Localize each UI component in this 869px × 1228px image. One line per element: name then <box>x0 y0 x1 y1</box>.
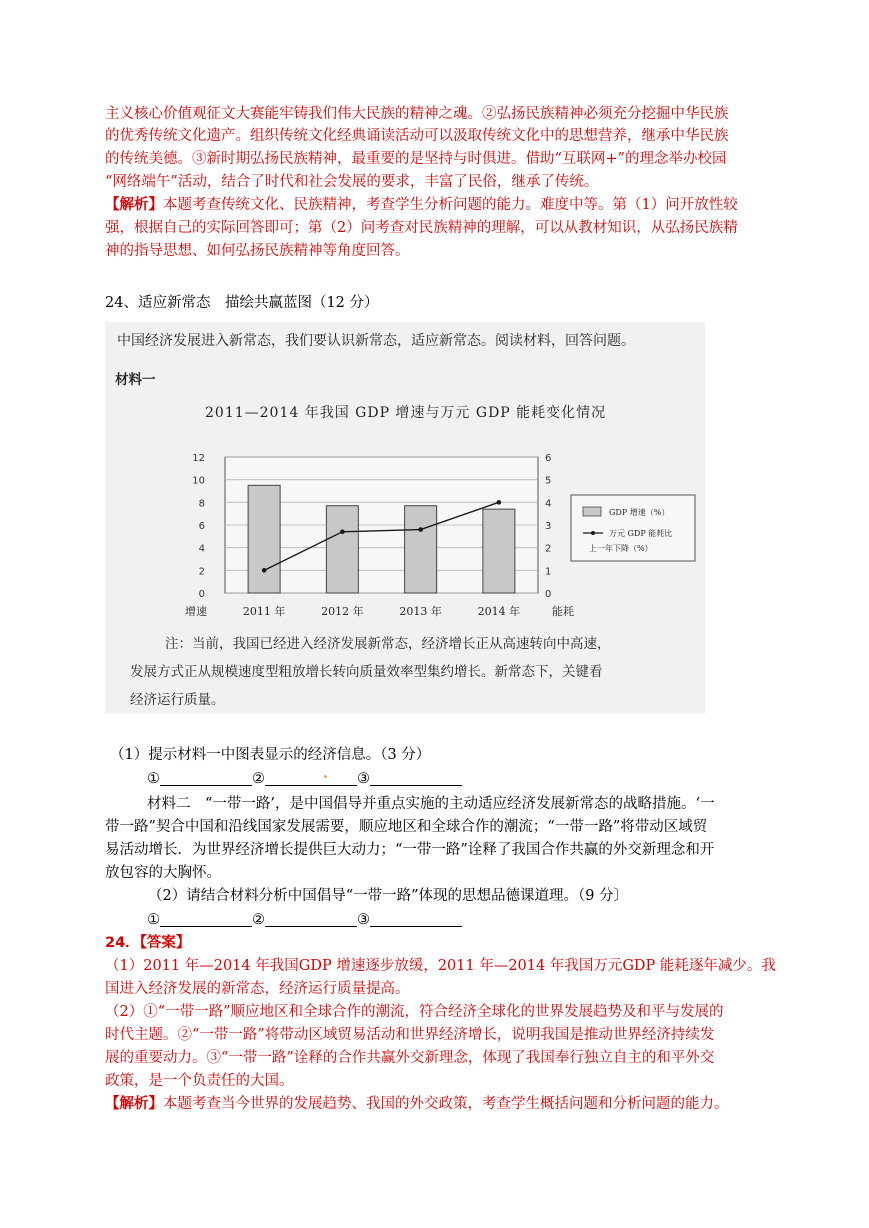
blank-marker: ① <box>147 912 160 928</box>
blank-marker: ③ <box>357 771 370 787</box>
figure-note-line: 发展方式正从规模速度型粗放增长转向质量效率型集约增长。新常态下，关键看 <box>130 664 603 680</box>
figure-note-line: 注：当前，我国已经进入经济发展新常态，经济增长正从高速转向中高速， <box>165 636 611 652</box>
line-point <box>262 568 267 573</box>
category-label: 2013 年 <box>399 605 442 618</box>
material2-line: 易活动增长．为世界经济增长提供巨大动力；“一带一路”诠释了我国合作共赢的外交新理念和开 <box>105 842 715 858</box>
blank-marker: ② <box>252 771 265 787</box>
answer-blank[interactable] <box>265 765 357 786</box>
material2-line: 带一路”契合中国和沿线国家发展需要，顺应地区和全球合作的潮流；“一带一路”将带动区域贸 <box>105 819 708 835</box>
question-heading: 24、适应新常态 描绘共赢蓝图（12 分） <box>105 295 379 311</box>
figure-intro: 中国经济发展进入新常态，我们要认识新常态，适应新常态。阅读材料，回答问题。 <box>117 333 635 349</box>
legend-bar-swatch <box>583 507 601 516</box>
answer-text-line: （2）①“一带一路”顺应地区和全球合作的潮流，符合经济全球化的世界发展趋势及和平与发展的 <box>105 1004 724 1020</box>
legend-line-dot <box>591 531 595 535</box>
bar <box>248 485 280 593</box>
answer-text-line: 展的重要动力。③“一带一路”诠释的合作共赢外交新理念，体现了我国奉行独立自主的和平外交 <box>105 1050 715 1066</box>
analysis-tag: 【解析】 <box>105 1096 163 1112</box>
bar <box>405 506 437 593</box>
left-tick-label: 6 <box>198 521 205 532</box>
answer-text-line: 时代主题。②“一带一路”将带动区域贸易活动和世界经济增长，说明我国是推动世界经济持续发 <box>105 1027 715 1043</box>
answer-heading: 24．【答案】 <box>105 935 191 951</box>
line-point <box>497 500 502 505</box>
answer-text-line: 的传统美德。③新时期弘扬民族精神，最重要的是坚持与时俱进。借助“互联网+”的理念举办校园 <box>105 151 727 167</box>
material2-line: 放包容的大胸怀。 <box>105 865 221 881</box>
answer-text-line: “网络端午”活动，结合了时代和社会发展的要求，丰富了民俗，继承了传统。 <box>105 174 599 190</box>
chart-title: 2011—2014 年我国 GDP 增速与万元 GDP 能耗变化情况 <box>205 405 607 421</box>
stray-dot: . <box>323 765 329 782</box>
answer-blanks-row <box>147 765 462 790</box>
blank-marker: ③ <box>357 912 370 928</box>
left-axis-label: 增速 <box>185 605 207 618</box>
analysis-line: 强，根据自己的实际回答即可；第（2）问考查对民族精神的理解，可以从教材知识，从弘扬民族精 <box>105 220 738 236</box>
material2-line: 材料二 “一带一路’，是中国倡导并重点实施的主动适应经济发展新常态的战略措施。‘一 <box>147 796 715 812</box>
answer-text-line: （1）2011 年—2014 年我国GDP 增速逐步放缓，2011 年—2014 年我国万元GDP 能耗逐年减少。我 <box>105 958 776 974</box>
legend-bar-label: GDP 增速（%） <box>609 508 670 517</box>
answer-text-line: 政策，是一个负责任的大国。 <box>105 1073 294 1089</box>
right-tick-label: 6 <box>545 453 552 464</box>
blank-marker: ② <box>252 912 265 928</box>
right-tick-label: 1 <box>545 566 552 578</box>
answer-blanks-row <box>147 909 462 931</box>
answer-blank[interactable] <box>160 769 252 786</box>
answer-blank[interactable] <box>265 910 357 927</box>
blank-marker: ① <box>147 771 160 787</box>
analysis-line: 神的指导思想、如何弘扬民族精神等角度回答。 <box>105 243 410 259</box>
answer-blank[interactable] <box>370 910 462 927</box>
answer-tag: 【答案】 <box>139 935 191 951</box>
material-label: 材料一 <box>115 372 156 388</box>
line-point <box>418 527 423 532</box>
answer-blank[interactable] <box>160 910 252 927</box>
category-label: 2011 年 <box>242 605 286 618</box>
left-tick-label: 4 <box>198 543 205 555</box>
left-tick-label: 0 <box>198 589 205 600</box>
line-point <box>340 530 345 535</box>
bar <box>326 506 358 593</box>
legend-line-label: 万元 GDP 能耗比 <box>609 529 673 538</box>
answer-text-line: 的优秀传统文化遗产。组织传统文化经典诵读活动可以汲取传统文化中的思想营养，继承中华民族 <box>105 128 729 144</box>
legend-line-label: 上一年下降（%） <box>589 544 653 553</box>
analysis-line: 【解析】本题考查当今世界的发展趋势、我国的外交政策，考查学生概括问题和分析问题的能力。 <box>105 1096 729 1112</box>
category-label: 2014 年 <box>477 605 521 618</box>
left-tick-label: 2 <box>198 566 205 578</box>
material-figure <box>105 322 705 714</box>
analysis-tag: 【解析】 <box>105 197 163 213</box>
category-label: 2012 年 <box>321 605 364 618</box>
right-tick-label: 3 <box>545 521 552 532</box>
answer-blank[interactable] <box>370 769 462 786</box>
right-tick-label: 5 <box>545 475 552 487</box>
bar <box>483 509 515 593</box>
right-axis-label: 能耗 <box>552 605 574 618</box>
question-prompt: （1）提示材料一中图表显示的经济信息。（3 分） <box>110 747 431 763</box>
left-tick-label: 8 <box>198 498 205 510</box>
answer-text-line: 国进入经济发展的新常态，经济运行质量提高。 <box>105 981 410 997</box>
right-tick-label: 2 <box>545 543 552 555</box>
left-tick-label: 12 <box>192 453 205 464</box>
figure-note-line: 经济运行质量。 <box>130 692 225 708</box>
answer-text-line: 主义核心价值观征文大赛能牢铸我们伟大民族的精神之魂。②弘扬民族精神必须充分挖掘中华民族 <box>105 106 729 122</box>
question-prompt: （2）请结合材料分析中国倡导“一带一路”体现的思想品德课道理。（9 分〕 <box>148 888 629 904</box>
right-tick-label: 4 <box>545 498 552 510</box>
analysis-line: 【解析】本题考查传统文化、民族精神，考查学生分析问题的能力。难度中等。第（1）问开放性较 <box>105 197 738 213</box>
left-tick-label: 10 <box>192 475 205 487</box>
right-tick-label: 0 <box>545 589 552 600</box>
